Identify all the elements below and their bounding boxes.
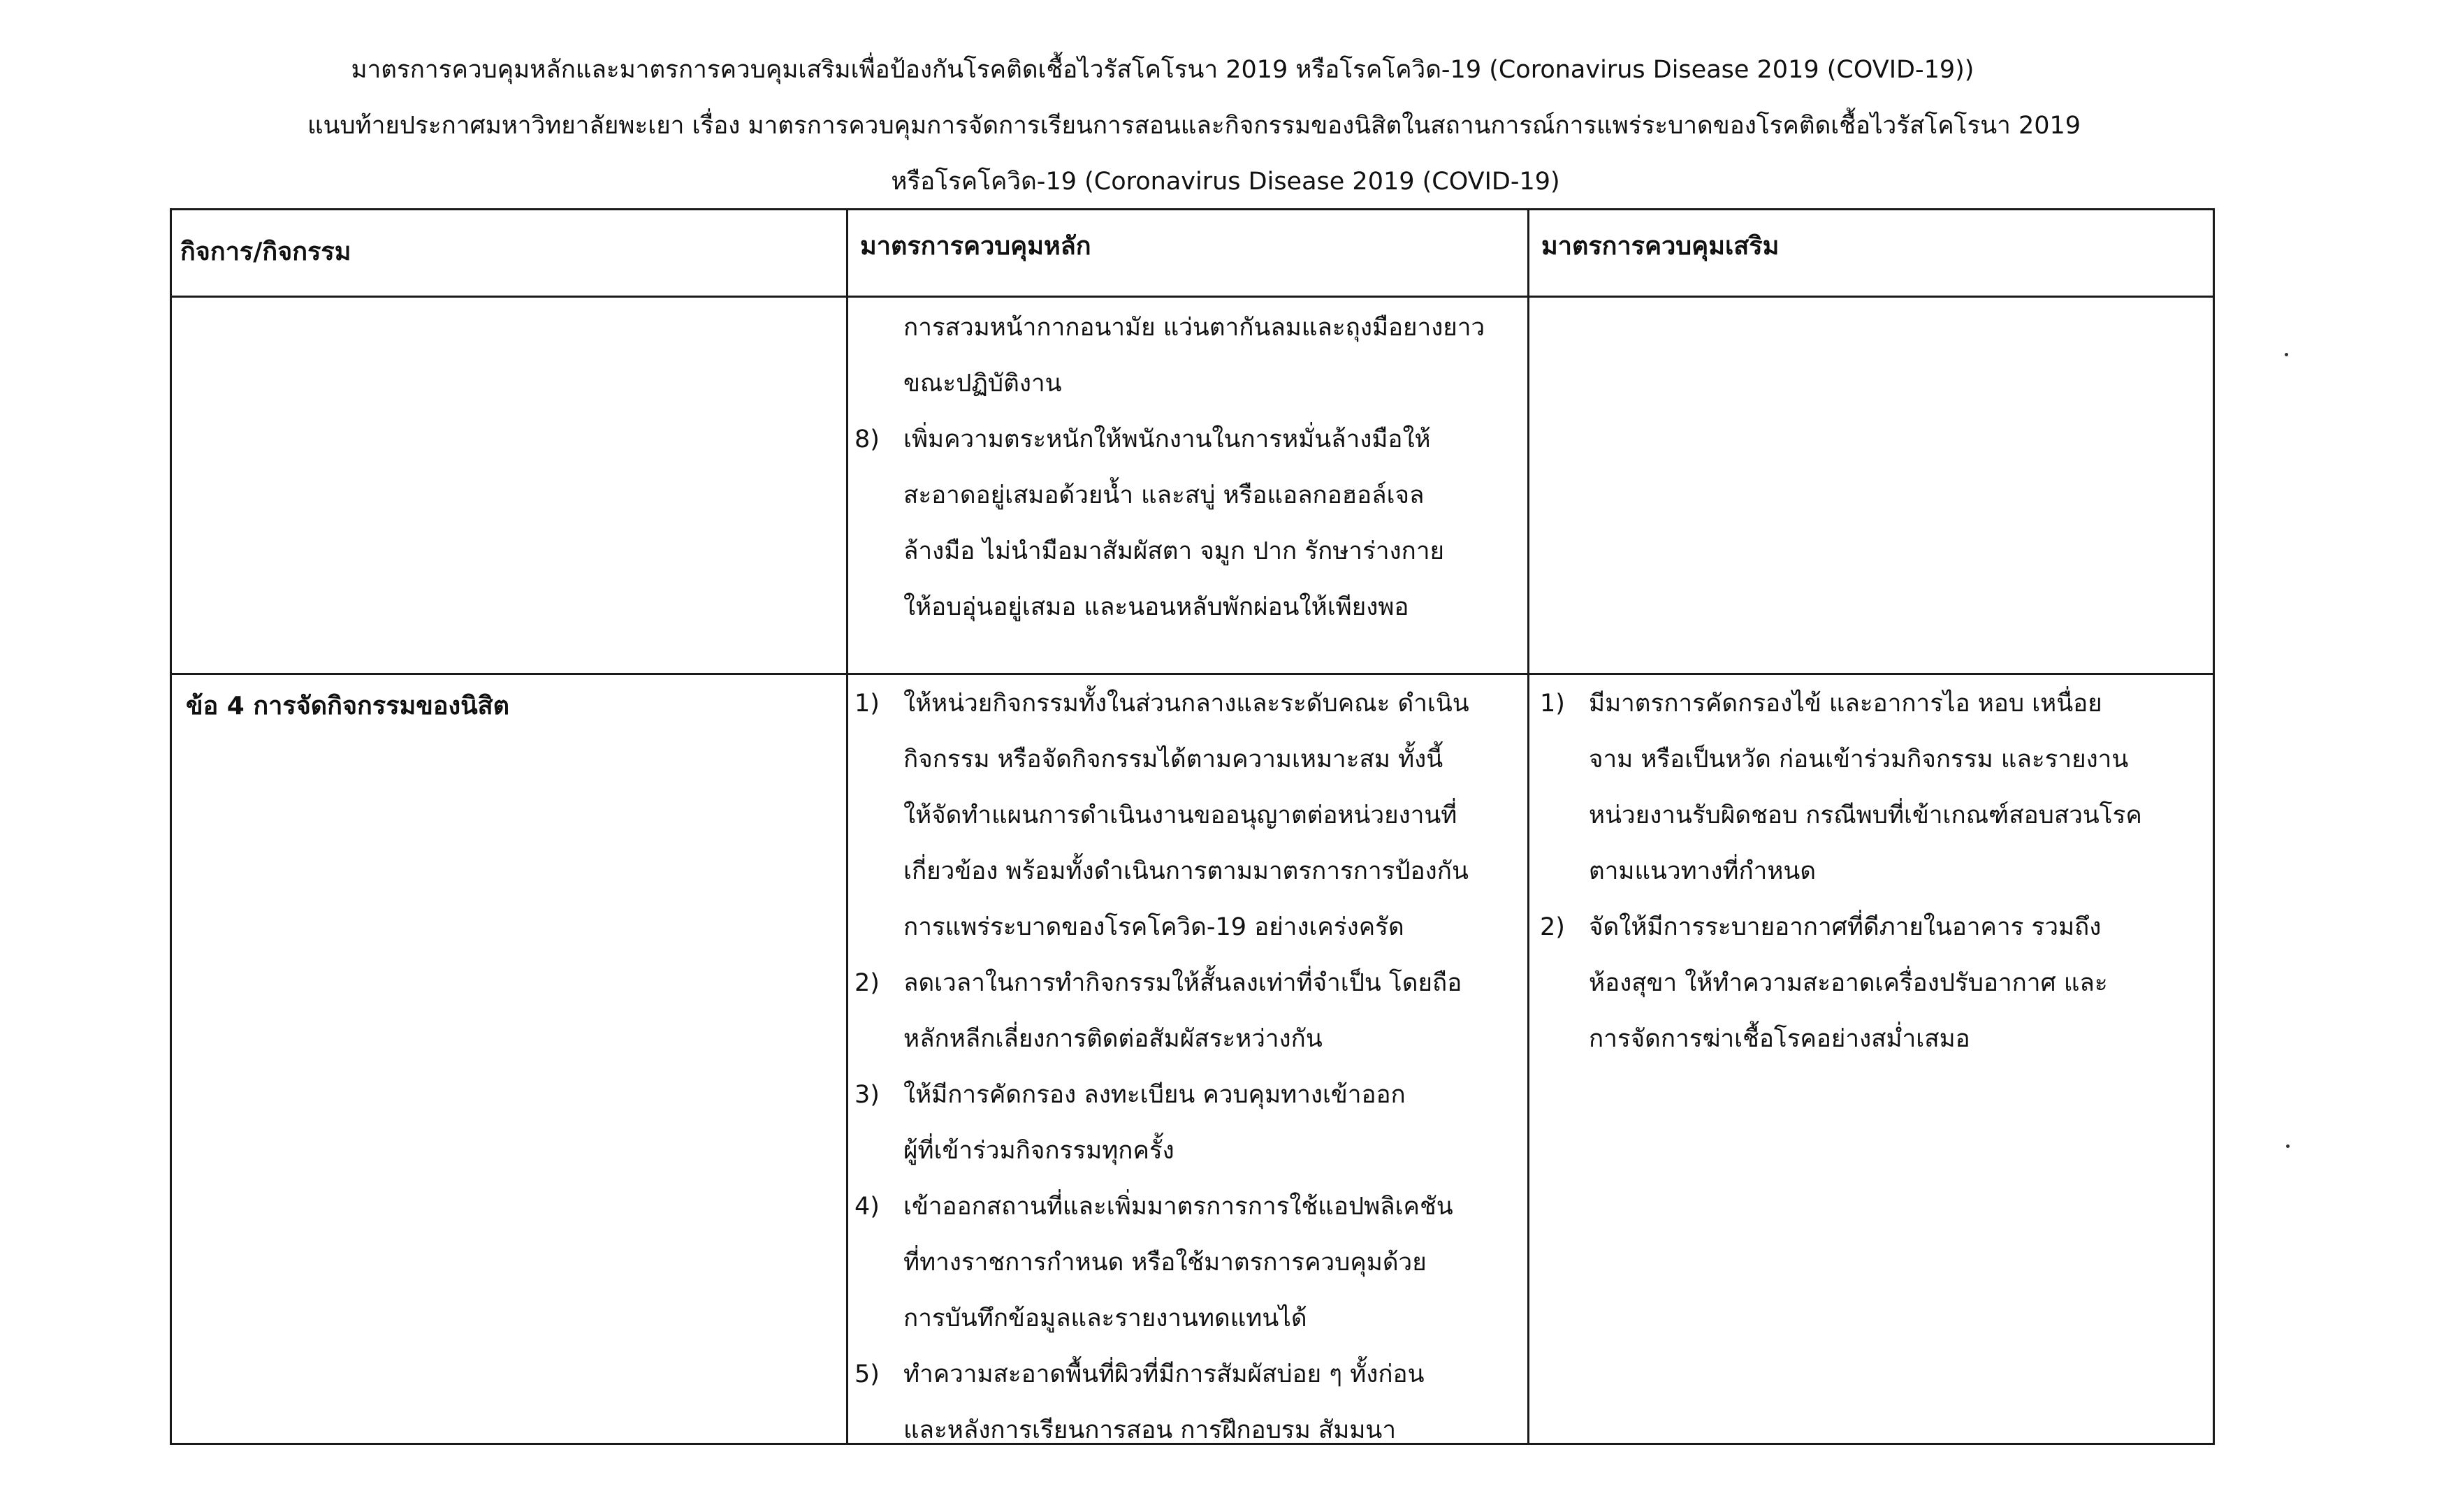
item-number: 4) [854, 1193, 880, 1221]
column-divider-2 [1527, 210, 1529, 1443]
list-item [854, 412, 1485, 467]
item-line: หลักหลีกเลี่ยงการติดต่อสัมผัสระหว่างกัน [903, 1025, 1323, 1053]
header-line-3: หรือโรคโควิด-19 (Coronavirus Disease 2019 (COVID-19) [891, 168, 1560, 196]
header-line-2: แนบท้ายประกาศมหาวิทยาลัยพะเยา เรื่อง มาตรการควบคุมการจัดการเรียนการสอนและกิจกรรมของนิสิตในสถานการณ์การแพร่ระบาดของโรคติดเชื้อไวรัสโคโรนา 2019 [307, 112, 2081, 140]
item-line: ห้องสุขา ให้ทำความสะอาดเครื่องปรับอากาศ และ [1589, 969, 2108, 997]
row2-activity-label: ข้อ 4 การจัดกิจกรรมของนิสิต [186, 692, 510, 720]
item-line: ลดเวลาในการทำกิจกรรมให้สั้นลงเท่าที่จำเป็น โดยถือ [903, 969, 1462, 997]
item-number: 2) [854, 969, 880, 997]
document-header [0, 42, 2437, 210]
item-number: 3) [854, 1081, 880, 1109]
row2-supplementary-measures [1540, 676, 2142, 1067]
item-line: และหลังการเรียนการสอน การฝึกอบรม สัมมนา [903, 1416, 1396, 1444]
column-header-activity: กิจการ/กิจกรรม [180, 238, 351, 266]
column-header-supplementary-measures: มาตรการควบคุมเสริม [1541, 232, 1780, 261]
item-line: กิจกรรม หรือจัดกิจกรรมได้ตามความเหมาะสม ทั้งนี้ [903, 746, 1443, 773]
column-header-main-measures: มาตรการควบคุมหลัก [860, 232, 1091, 261]
item-number: 2) [1540, 913, 1565, 941]
continuation-line: การสวมหน้ากากอนามัย แว่นตากันลมและถุงมือยางยาว [903, 314, 1485, 342]
list-item [854, 676, 1469, 732]
item-line: ให้หน่วยกิจกรรมทั้งในส่วนกลางและระดับคณะ ดำเนิน [903, 690, 1469, 718]
continuation-line: ขณะปฏิบัติงาน [903, 370, 1062, 398]
item-number: 8) [854, 426, 880, 453]
list-item [854, 955, 1469, 1011]
header-line-1: มาตรการควบคุมหลักและมาตรการควบคุมเสริมเพื่อป้องกันโรคติดเชื้อไวรัสโคโรนา 2019 หรือโรคโควิด-19 (Coronavirus Disease 2019 (COVID-19)) [351, 56, 1974, 84]
item-line: มีมาตรการคัดกรองไข้ และอาการไอ หอบ เหนื่อย [1589, 690, 2102, 718]
row-divider [172, 673, 2213, 675]
item-line: ตามแนวทางที่กำหนด [1589, 857, 1817, 885]
scan-speck [2286, 1144, 2290, 1148]
list-item [854, 1179, 1469, 1235]
item-line: การจัดการฆ่าเชื้อโรคอย่างสม่ำเสมอ [1589, 1025, 1970, 1053]
item-line: ให้มีการคัดกรอง ลงทะเบียน ควบคุมทางเข้าออก [903, 1081, 1406, 1109]
measures-table [170, 208, 2215, 1445]
item-line: ล้างมือ ไม่นำมือมาสัมผัสตา จมูก ปาก รักษาร่างกาย [903, 537, 1444, 565]
item-line: สะอาดอยู่เสมอด้วยน้ำ และสบู่ หรือแอลกอฮอล์เจล [903, 481, 1425, 509]
item-line: ให้อบอุ่นอยู่เสมอ และนอนหลับพักผ่อนให้เพียงพอ [903, 593, 1409, 621]
item-line: จัดให้มีการระบายอากาศที่ดีภายในอาคาร รวมถึง [1589, 913, 2102, 941]
item-line: ผู้ที่เข้าร่วมกิจกรรมทุกครั้ง [903, 1137, 1174, 1165]
item-number: 1) [1540, 690, 1565, 718]
item-number: 1) [854, 690, 880, 718]
item-line: เข้าออกสถานที่และเพิ่มมาตรการการใช้แอปพลิเคชัน [903, 1193, 1453, 1221]
list-item [854, 1346, 1469, 1402]
scan-speck [2285, 353, 2288, 356]
item-line: ให้จัดทำแผนการดำเนินงานขออนุญาตต่อหน่วยงานที่ [903, 801, 1457, 829]
row1-main-measures [854, 300, 1485, 635]
header-row-divider [172, 296, 2213, 298]
item-line: หน่วยงานรับผิดชอบ กรณีพบที่เข้าเกณฑ์สอบสวนโรค [1589, 801, 2142, 829]
item-line: การแพร่ระบาดของโรคโควิด-19 อย่างเคร่งครัด [903, 913, 1404, 941]
item-line: เพิ่มความตระหนักให้พนักงานในการหมั่นล้างมือให้ [903, 426, 1431, 453]
list-item [1540, 676, 2142, 732]
list-item [1540, 899, 2142, 955]
item-line: ทำความสะอาดพื้นที่ผิวที่มีการสัมผัสบ่อย ๆ ทั้งก่อน [903, 1360, 1425, 1388]
list-item [854, 1067, 1469, 1123]
item-line: เกี่ยวข้อง พร้อมทั้งดำเนินการตามมาตรการการป้องกัน [903, 857, 1469, 885]
row2-main-measures [854, 676, 1469, 1458]
item-number: 5) [854, 1360, 880, 1388]
column-divider-1 [846, 210, 848, 1443]
item-line: การบันทึกข้อมูลและรายงานทดแทนได้ [903, 1304, 1307, 1332]
item-line: จาม หรือเป็นหวัด ก่อนเข้าร่วมกิจกรรม และรายงาน [1589, 746, 2129, 773]
item-line: ที่ทางราชการกำหนด หรือใช้มาตรการควบคุมด้วย [903, 1249, 1427, 1277]
